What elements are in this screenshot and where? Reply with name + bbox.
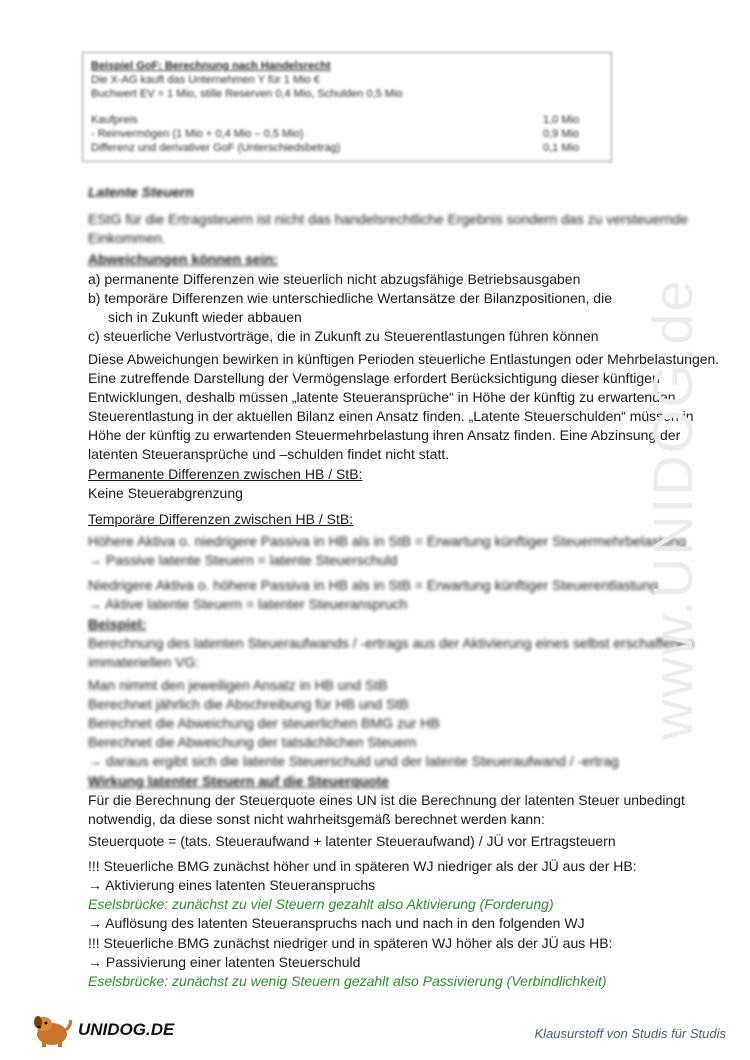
block-aktiv [88, 857, 728, 933]
block-passiv [88, 934, 728, 991]
formula-text: Steuerquote = (tats. Steueraufwand + latenter Steueraufwand) / JÜ vor Ertragsteuern [88, 833, 616, 849]
dog-logo-icon [30, 1012, 74, 1048]
subsection-heading: Temporäre Differenzen zwischen HB / StB: [88, 511, 354, 527]
body-line: Man nimmt den jeweiligen Ansatz in HB und StB [88, 677, 388, 693]
subsection-heading: Abweichungen können sein: [88, 251, 278, 267]
body-line: Berechnet die Abweichung der steuerlichen BMG zur HB [88, 715, 440, 731]
body-line: Berechnet die Abweichung der tatsächlichen Steuern [88, 734, 417, 750]
body-line: !!! Steuerliche BMG zunächst niedriger und in späteren WJ höher als der JÜ aus HB: [88, 935, 613, 951]
example-box-title: Beispiel GoF: Berechnung nach Handelsrecht [91, 60, 331, 72]
latent-paragraph [88, 350, 728, 464]
temporaer-heading-block [88, 510, 728, 529]
list-item: b) temporäre Differenzen wie unterschiedliche Wertansätze der Bilanzpositionen, die [88, 290, 612, 306]
row-label: Differenz und derivativer GoF (Unterschiedsbetrag) [91, 142, 341, 154]
body-line: Berechnung des latenten Steueraufwands / -ertrags aus der Aktivierung eines selbst erschaffenen immateriellen VG: [88, 635, 695, 670]
example-box-row [91, 113, 603, 127]
row-value: 0,9 Mio [543, 128, 580, 140]
permanent-block [88, 465, 728, 503]
body-line: → Aktive latente Steuern = latenter Steueranspruch [88, 596, 408, 612]
body-line: → Passivierung einer latenten Steuerschuld [88, 954, 361, 970]
body-line: Höhere Aktiva o. niedrigere Passiva in HB als in StB = Erwartung künftiger Steuermehrbelastung [88, 533, 687, 549]
list-item: sich in Zukunft wieder abbauen [108, 309, 302, 325]
paragraph-text: Für die Berechnung der Steuerquote eines UN ist die Berechnung der latenten Steuer unbedingt notwendig, da diese sonst nicht wahrheitsgemäß berechnet werden kann: [88, 792, 685, 827]
body-text: Keine Steuerabgrenzung [88, 485, 243, 501]
subsection-heading: Wirkung latenter Steuern auf die Steuerquote [88, 773, 389, 789]
body-line: !!! Steuerliche BMG zunächst höher und in späteren WJ niedriger als der JÜ aus der HB: [88, 858, 637, 874]
latent-heading-block [88, 183, 728, 202]
wirkung-paragraph [88, 791, 728, 829]
example-box-row [91, 127, 603, 141]
body-line: Niedrigere Aktiva o. höhere Passiva in HB als in StB = Erwartung künftiger Steuerentlastung [88, 577, 659, 593]
body-line: → Aktivierung eines latenten Steueranspruchs [88, 877, 376, 893]
example-box-line: Buchwert EV = 1 Mio, stille Reserven 0,4 Mio, Schulden 0,5 Mio [91, 88, 403, 100]
beispiel-block [88, 615, 728, 771]
abweichungen-list [88, 270, 728, 346]
formula [88, 832, 728, 851]
wirkung-heading-block [88, 772, 728, 791]
section-heading: Latente Steuern [88, 184, 194, 200]
row-label: - Reinvermögen (1 Mio + 0,4 Mio – 0,5 Mio) [91, 128, 304, 140]
list-item: c) steuerliche Verlustvorträge, die in Zukunft zu Steuerentlastungen führen können [88, 328, 599, 344]
temporaer-lines [88, 532, 728, 614]
example-box-row [91, 141, 603, 155]
example-box [82, 52, 612, 162]
subsection-heading: Beispiel: [88, 616, 147, 632]
watermark: www.UNIDOG.de [641, 278, 704, 740]
mnemonic-text: Eselsbrücke: zunächst zu wenig Steuern gezahlt also Passivierung (Verbindlichkeit) [88, 973, 607, 989]
row-label: Kaufpreis [91, 114, 138, 126]
footer-slogan: Klausurstoff von Studis für Studis [534, 1026, 726, 1041]
latent-intro [88, 210, 718, 248]
body-line: → daraus ergibt sich die latente Steuerschuld und der latente Steueraufwand / -ertrag [88, 753, 619, 769]
abweichungen-heading-block [88, 250, 728, 269]
footer-logo [30, 1010, 200, 1050]
mnemonic-text: Eselsbrücke: zunächst zu viel Steuern gezahlt also Aktivierung (Forderung) [88, 896, 554, 912]
example-box-line: Die X-AG kauft das Unternehmen Y für 1 Mio € [91, 74, 320, 86]
row-value: 0,1 Mio [543, 142, 580, 154]
list-item: a) permanente Differenzen wie steuerlich nicht abzugsfähige Betriebsausgaben [88, 271, 581, 287]
subsection-heading: Permanente Differenzen zwischen HB / StB: [88, 466, 363, 482]
body-line: → Passive latente Steuern = latente Steuerschuld [88, 552, 398, 568]
body-line: → Auflösung des latenten Steueranspruchs nach und nach in den folgenden WJ [88, 915, 585, 931]
logo-text: UNIDOG.DE [78, 1020, 175, 1039]
paragraph-text: Diese Abweichungen bewirken in künftigen Perioden steuerliche Entlastungen oder Mehrbelastungen. Eine zutreffende Darstellung der Vermögenslage erfordert Berücksichtigung dieser künftigen Entwicklungen, deshalb müssen „latente Steueransprüche“ in Höhe der künftig zu erwartenden Steuerentlastung in der aktuellen Bilanz einen Ansatz finden. „Latente Steuerschulden“ müssen in Höhe der künftig zu erwartenden Steuermehrbelastung ihren Ansatz finden. Eine Abzinsung der latenten Steueransprüche und –schulden findet nicht statt. [88, 351, 720, 462]
row-value: 1,0 Mio [543, 114, 580, 126]
intro-text: EStG für die Ertragsteuern ist nicht das handelsrechtliche Ergebnis sondern das zu versteuernde Einkommen. [88, 211, 688, 246]
body-line: Berechnet jährlich die Abschreibung für HB und StB [88, 696, 409, 712]
